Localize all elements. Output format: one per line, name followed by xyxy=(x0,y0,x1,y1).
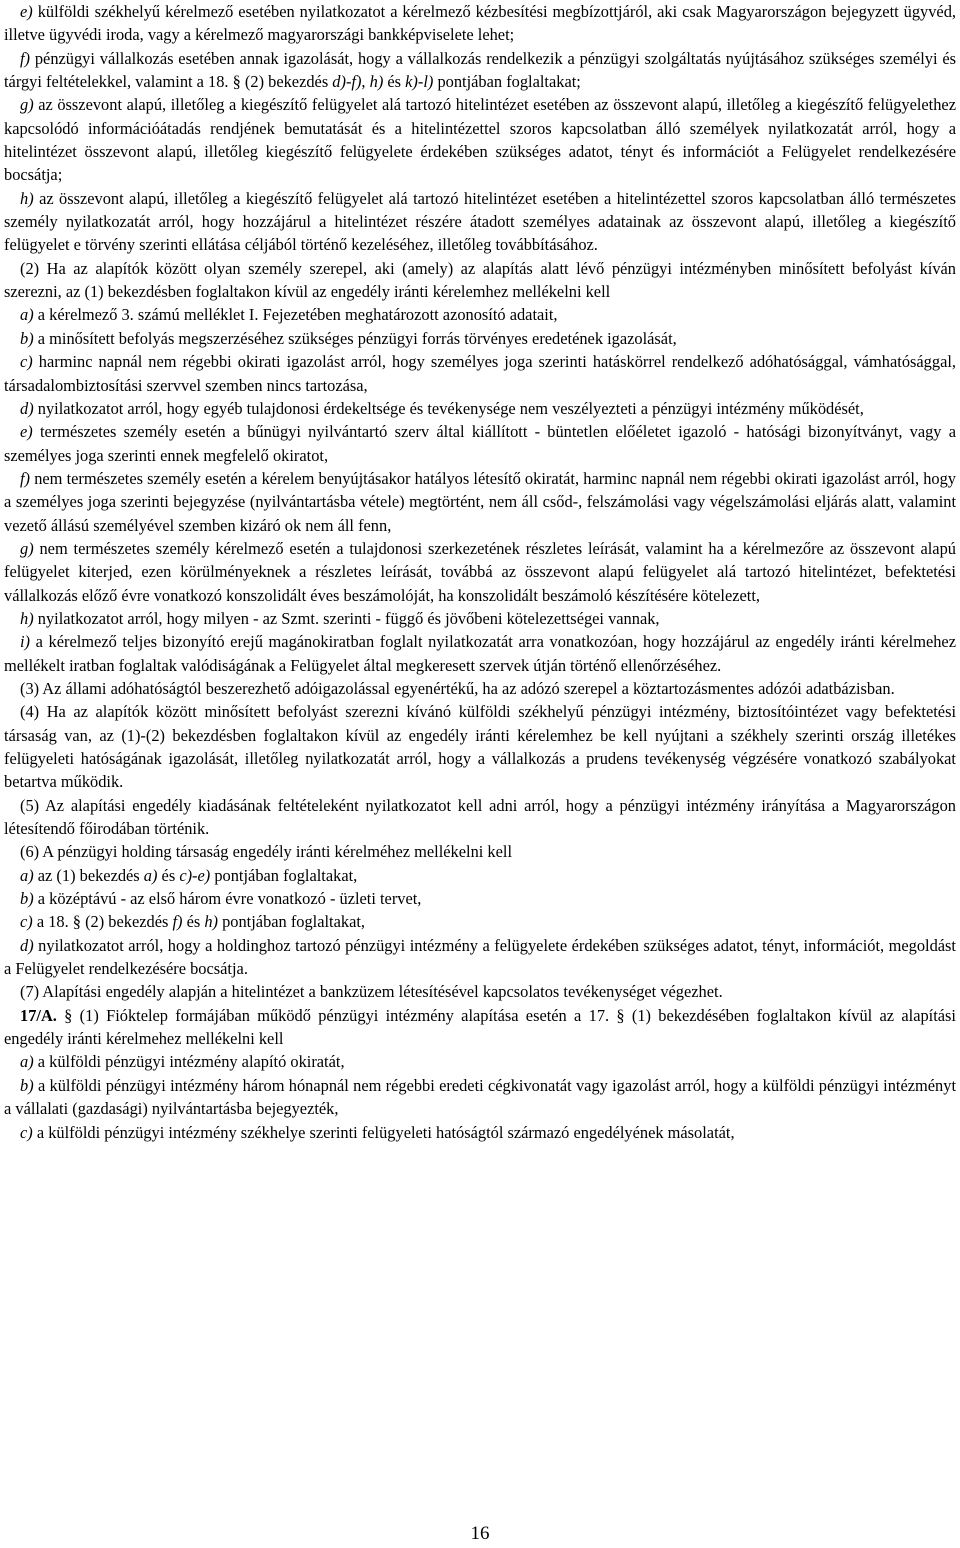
text-run: pénzügyi vállalkozás esetében annak igazolását, hogy a vállalkozás rendelkezik a pénzügyi szolgáltatás nyújtásához szükséges személyi és tárgyi feltételekkel, valamint a 18. § (2) bekezdés xyxy=(4,48,956,92)
text-run: az összevont alapú, illetőleg a kiegészítő felügyelet alá tartozó hitelintézet esetében a hitelintézettel szoros kapcsolatban álló természetes személy nyilatkozatát arról, hogy hozzájárul a hitelintézet részére átadott személyes adatainak az összevont alapú, illetőleg a kiegészítő felügyelet e törvény szerinti ellátása céljából történő kezeléséhez, illetőleg továbbításához. xyxy=(4,188,956,255)
italic-run: a) xyxy=(20,865,38,885)
italic-run: h) xyxy=(20,188,40,208)
italic-run: f) xyxy=(172,912,183,932)
text-run: az összevont alapú, illetőleg a kiegészítő felügyelet alá tartozó hitelintézet esetében az összevont alapú, illetőleg a kiegészítő felügyelethez kapcsolódó információátadás rendjének bemutatását és a hitelintézettel szoros kapcsolatban álló személyek nyilatkozatát arról, hogy a hitelintézet összevont alapú, illetőleg kiegészítő felügyelete érdekében szükséges adatot, tényt és információt a Felügyelet rendelkezésére bocsátja; xyxy=(4,95,956,185)
text-run: az (1) bekezdés xyxy=(37,865,144,885)
italic-run: b) xyxy=(20,1075,38,1095)
paragraph-p-2-alapitok xyxy=(4,257,956,304)
text-run: (6) A pénzügyi holding társaság engedély iránti kérelméhez mellékelni kell xyxy=(20,842,513,862)
italic-run: f) xyxy=(20,468,35,488)
paragraph-p-2f xyxy=(4,467,956,537)
italic-run: e) xyxy=(20,2,38,21)
text-run: pontjában foglaltakat; xyxy=(433,72,581,92)
text-run: a külföldi pénzügyi intézmény alapító okiratát, xyxy=(37,1052,345,1072)
italic-run: d)-f) xyxy=(332,72,362,92)
paragraph-p-7 xyxy=(4,980,956,1003)
document-page xyxy=(4,0,956,1144)
italic-run: g) xyxy=(20,538,40,558)
text-run: nyilatkozatot arról, hogy a holdinghoz tartozó pénzügyi intézmény a felügyelete érdekében szükséges adatot, tényt, információt, megoldást a Felügyelet rendelkezésére bocsátja. xyxy=(4,935,956,979)
italic-run: c) xyxy=(20,1122,37,1142)
text-run: , xyxy=(361,72,370,92)
paragraph-p-5 xyxy=(4,794,956,841)
paragraph-p-2e xyxy=(4,420,956,467)
italic-run: f) xyxy=(20,48,35,68)
text-run: (7) Alapítási engedély alapján a hitelintézet a bankzüzem létesítésével kapcsolatos tevékenységet végezhet. xyxy=(20,982,723,1002)
text-run: nyilatkozatot arról, hogy milyen - az Szmt. szerinti - függő és jövőbeni kötelezettségei vannak, xyxy=(37,608,660,628)
paragraph-p-6a xyxy=(4,864,956,887)
italic-run: c)-e) xyxy=(179,865,211,885)
text-run: külföldi székhelyű kérelmező esetében nyilatkozatot a kérelmező kézbesítési megbízottjáról, aki csak Magyarországon bejegyzett ügyvéd, illetve ügyvédi iroda, vagy a kérelmező magyarországi bankképviselete lehet; xyxy=(4,2,956,45)
text-run: pontjában foglaltakat, xyxy=(210,865,358,885)
text-run: pontjában foglaltakat, xyxy=(218,912,366,932)
text-run: a minősített befolyás megszerzéséhez szükséges pénzügyi forrás törvényes eredetének igazolását, xyxy=(37,328,677,348)
paragraph-p-17a-a xyxy=(4,1050,956,1073)
text-run: a kérelmező teljes bizonyító erejű magánokiratban foglalt nyilatkozatát arra vonatkozóan, hogy hozzájárul az engedély iránti kérelmehez mellékelt iratban foglaltak valódiságának a Felügyelet által megkeresett szervek útján történő ellenőrzéséhez. xyxy=(4,632,956,675)
text-run: nyilatkozatot arról, hogy egyéb tulajdonosi érdekeltsége és tevékenysége nem veszélyezteti a pénzügyi intézmény működését, xyxy=(37,398,864,418)
paragraph-p-2i xyxy=(4,630,956,677)
italic-run: c) xyxy=(20,912,37,932)
italic-run: h) xyxy=(369,72,384,92)
italic-run: k)-l) xyxy=(405,72,434,92)
paragraph-p-h-osszevont xyxy=(4,187,956,257)
text-run: a kérelmező 3. számú melléklet I. Fejezetében meghatározott azonosító adatait, xyxy=(37,305,558,325)
paragraph-p-2g xyxy=(4,537,956,607)
bold-run: 17/A. xyxy=(20,1005,57,1025)
italic-run: a) xyxy=(143,865,158,885)
paragraph-p-17a xyxy=(4,1004,956,1051)
text-run: nem természetes személy kérelmező esetén a tulajdonosi szerkezetének részletes leírását, valamint ha a kérelmezőre az összevont alapú felügyelet kiterjed, ezen körülményeknek a részletes leírását, továbbá az összevont alapú felügyelet alá tartozó hitelintézet, befektetési vállalkozás előző évre vonatkozó konszolidált éves beszámolóját, ha konszolidált beszámoló készítésére kötelezett, xyxy=(4,538,956,605)
text-run: § (1) Fióktelep formájában működő pénzügyi intézmény alapítása esetén a 17. § (1) bekezdésében foglaltakon kívül az alapítási engedély iránti kérelmehez mellékelni kell xyxy=(4,1005,956,1049)
italic-run: e) xyxy=(20,422,40,442)
text-run: és xyxy=(182,912,205,932)
text-run: (4) Ha az alapítók között minősített befolyást szerezni kívánó külföldi székhelyű pénzügyi intézmény, biztosítóintézet vagy befektetési társaság van, az (1)-(2) bekezdésben foglaltakon kívül az engedély iránti kérelemhez be kell nyújtani a székhely szerinti ország illetékes felügyeleti hatóságának igazolását, illetőleg nyilatkozatát arról, hogy a vállalkozás a prudens tevékenység végzésére vonatkozó szabályokat betartva működik. xyxy=(4,702,956,792)
text-run: természetes személy esetén a bűnügyi nyilvántartó szerv által kiállított - büntetlen előéletet igazoló - hatósági bizonyítványt, vagy a személyes joga szerinti ennek megfelelő okiratot, xyxy=(4,422,956,465)
text-run: (3) Az állami adóhatóságtól beszerezhető adóigazolással egyenértékű, ha az adózó szerepel a köztartozásmentes adózói adatbázisban. xyxy=(20,678,895,698)
text-run: és xyxy=(383,72,406,92)
paragraph-p-e-kulfoldi xyxy=(4,0,956,47)
italic-run: a) xyxy=(20,305,38,325)
text-run: (5) Az alapítási engedély kiadásának feltételeként nyilatkozatot kell adni arról, hogy a pénzügyi intézmény irányítása a Magyarországon létesítendő főirodában történik. xyxy=(4,795,956,839)
italic-run: d) xyxy=(20,935,39,955)
page-number: 16 xyxy=(470,1523,490,1544)
paragraph-p-f-penzugyi xyxy=(4,47,956,94)
italic-run: i) xyxy=(20,632,36,652)
italic-run: h) xyxy=(20,608,38,628)
paragraph-p-2h xyxy=(4,607,956,630)
paragraph-p-2a xyxy=(4,303,956,326)
paragraph-p-2d xyxy=(4,397,956,420)
italic-run: c) xyxy=(20,352,39,372)
text-run: nem természetes személy esetén a kérelem benyújtásakor hatályos létesítő okiratát, harminc napnál nem régebbi okirati igazolást arról, hogy a személyes joga szerinti bejegyzése (nyilvántartásba vétele) megtörtént, nem áll csőd-, felszámolási vagy végelszámolási eljárás alatt, valamint vezető állású személyével szemben kizáró ok nem áll fenn, xyxy=(4,468,956,535)
paragraph-p-6b xyxy=(4,887,956,910)
text-run: (2) Ha az alapítók között olyan személy szerepel, aki (amely) az alapítás alatt lévő pénzügyi intézményben minősített befolyást kíván szerezni, az (1) bekezdésben foglaltakon kívül az engedély iránti kérelemhez mellékelni kell xyxy=(4,258,956,302)
paragraph-p-6d xyxy=(4,934,956,981)
paragraph-p-2c xyxy=(4,350,956,397)
italic-run: h) xyxy=(204,912,218,932)
paragraph-p-17a-b xyxy=(4,1074,956,1121)
text-run: a külföldi pénzügyi intézmény székhelye szerinti felügyeleti hatóságtól származó engedélyének másolatát, xyxy=(36,1122,735,1142)
text-run: a középtávú - az első három évre vonatkozó - üzleti tervet, xyxy=(37,889,422,909)
paragraph-p-6c xyxy=(4,910,956,933)
italic-run: b) xyxy=(20,328,38,348)
paragraph-p-g-osszevont xyxy=(4,93,956,186)
paragraph-p-6 xyxy=(4,840,956,863)
italic-run: b) xyxy=(20,889,38,909)
paragraph-p-2b xyxy=(4,327,956,350)
text-run: és xyxy=(157,865,180,885)
paragraph-p-3 xyxy=(4,677,956,700)
italic-run: a) xyxy=(20,1052,38,1072)
text-run: a külföldi pénzügyi intézmény három hónapnál nem régebbi eredeti cégkivonatát vagy igazolást arról, hogy a külföldi pénzügyi intézményt a vállalati (gazdasági) nyilvántartásba bejegyezték, xyxy=(4,1075,956,1119)
text-run: harminc napnál nem régebbi okirati igazolást arról, hogy személyes joga szerinti hatáskörrel rendelkező adóhatósággal, vámhatósággal, társadalombiztosítási szervvel szemben nincs tartozása, xyxy=(4,352,956,395)
paragraph-p-17a-c xyxy=(4,1121,956,1144)
paragraph-p-4 xyxy=(4,700,956,793)
italic-run: g) xyxy=(20,95,39,115)
italic-run: d) xyxy=(20,398,38,418)
text-run: a 18. § (2) bekezdés xyxy=(36,912,173,932)
